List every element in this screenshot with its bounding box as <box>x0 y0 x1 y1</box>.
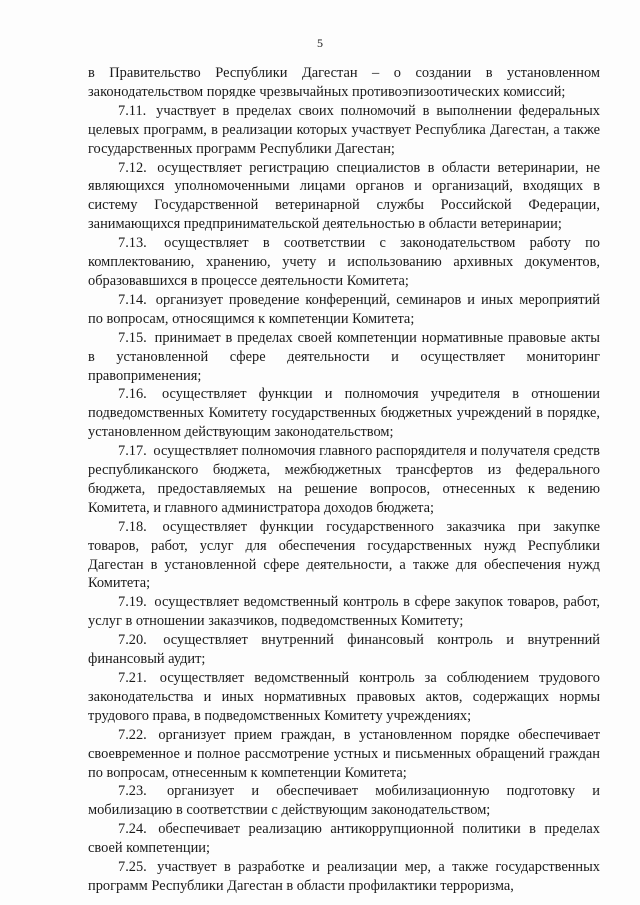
paragraph-text: осуществляет регистрацию специалистов в области ветеринарии, не являющихся уполномоченными лицами органов и организаций, входящих в систему Государственной ветеринарной службы Российской Федерации, занимающихся предпринимательской деятельностью в области ветеринарии; <box>88 159 600 233</box>
paragraph-number: 7.23. <box>118 783 147 800</box>
paragraph-7-21 <box>88 669 600 726</box>
paragraph-number: 7.24. <box>118 821 147 838</box>
paragraph-7-13 <box>88 234 600 291</box>
paragraph-text: осуществляет ведомственный контроль за соблюдением трудового законодательства и иных нормативных правовых актов, содержащих нормы трудового права, в подведомственных Комитету учреждениях; <box>88 670 600 724</box>
paragraph-7-15 <box>88 329 600 386</box>
paragraph-text: обеспечивает реализацию антикоррупционной политики в пределах своей компетенции; <box>88 821 600 857</box>
page-number: 5 <box>317 36 323 50</box>
paragraph-7-25 <box>88 858 600 896</box>
paragraph-7-23 <box>88 782 600 820</box>
document-body <box>88 64 600 896</box>
paragraph-text: осуществляет полномочия главного распорядителя и получателя средств республиканского бюджета, межбюджетных трансфертов из федерального бюджета, предоставляемых на решение вопросов, отнесенных к ведению Комитета, и главного администратора доходов бюджета; <box>88 443 600 516</box>
paragraph-text: организует прием граждан, в установленном порядке обеспечивает своевременное и полное рассмотрение устных и письменных обращений граждан по вопросам, отнесенным к компетенции Комитета; <box>88 726 600 781</box>
paragraph-7-16 <box>88 385 600 442</box>
paragraph-text: организует и обеспечивает мобилизационную подготовку и мобилизацию в соответствии с действующим законодательством; <box>88 783 600 819</box>
paragraph-7-19 <box>88 593 600 631</box>
paragraph-7-20 <box>88 631 600 669</box>
paragraph-text: принимает в пределах своей компетенции нормативные правовые акты в установленной сфере деятельности и осуществляет мониторинг правоприменения; <box>88 329 600 384</box>
paragraph-number: 7.20. <box>118 632 147 649</box>
paragraph-7-14 <box>88 291 600 329</box>
paragraph-text: осуществляет ведомственный контроль в сфере закупок товаров, работ, услуг в отношении заказчиков, подведомственных Комитету; <box>88 594 600 630</box>
paragraph-7-24 <box>88 820 600 858</box>
paragraph-text: осуществляет внутренний финансовый контроль и внутренний финансовый аудит; <box>88 632 600 668</box>
paragraph-number: 7.14. <box>118 291 147 308</box>
paragraph-7-11 <box>88 102 600 159</box>
paragraph-7-22 <box>88 726 600 783</box>
paragraph-number: 7.22. <box>118 726 147 743</box>
paragraph-7-12 <box>88 159 600 235</box>
paragraph-number: 7.21. <box>118 670 147 686</box>
paragraph-text: в Правительство Республики Дагестан – о создании в установленном законодательством порядке чрезвычайных противоэпизоотических комиссий; <box>88 65 600 100</box>
paragraph-text: организует проведение конференций, семинаров и иных мероприятий по вопросам, относящимся к компетенции Комитета; <box>88 291 600 327</box>
paragraph-number: 7.16. <box>118 386 147 403</box>
paragraph-number: 7.19. <box>118 594 147 611</box>
paragraph-text: осуществляет функции государственного заказчика при закупке товаров, работ, услуг для обеспечения государственных нужд Республики Дагестан в установленной сфере деятельности, а также для обеспечения нужд Комитета; <box>88 518 600 592</box>
paragraph-number: 7.18. <box>118 518 147 535</box>
paragraph-number: 7.25. <box>118 859 147 876</box>
paragraph-continuation <box>88 64 600 102</box>
paragraph-text: участвует в пределах своих полномочий в выполнении федеральных целевых программ, в реализации которых участвует Республика Дагестан, а также государственных программ Республики Дагестан; <box>88 102 600 157</box>
paragraph-7-17 <box>88 442 600 518</box>
paragraph-number: 7.13. <box>118 235 147 252</box>
paragraph-text: осуществляет в соответствии с законодательством работу по комплектованию, хранению, учету и использованию архивных документов, образовавшихся в процессе деятельности Комитета; <box>88 235 600 289</box>
paragraph-text: участвует в разработке и реализации мер, а также государственных программ Республики Дагестан в области профилактики терроризма, <box>88 859 600 894</box>
paragraph-text: осуществляет функции и полномочия учредителя в отношении подведомственных Комитету государственных бюджетных учреждений в порядке, установленном действующим законодательством; <box>88 386 600 441</box>
paragraph-number: 7.15. <box>118 329 147 346</box>
paragraph-number: 7.11. <box>118 102 147 119</box>
paragraph-number: 7.12. <box>118 159 147 176</box>
paragraph-7-18 <box>88 518 600 594</box>
paragraph-number: 7.17. <box>118 443 147 460</box>
